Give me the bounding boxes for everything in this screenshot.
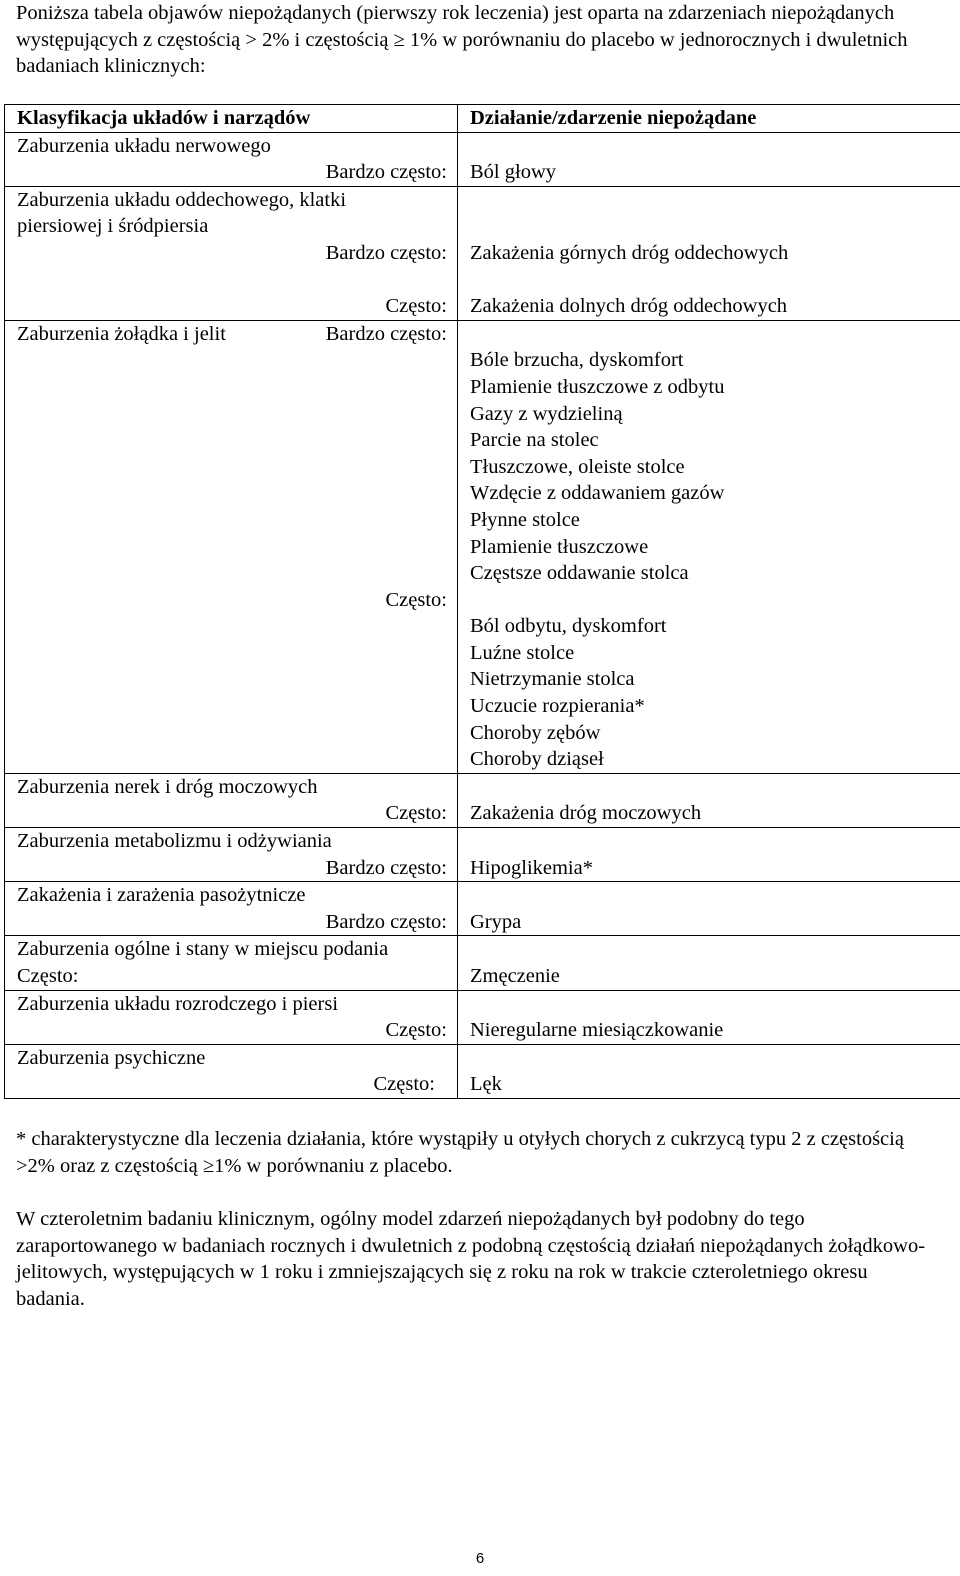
frequency-label: Często: [385, 802, 447, 825]
frequency-label: Często: [385, 1019, 447, 1042]
frequency-label: Bardzo często: [325, 322, 447, 345]
table-row [5, 320, 960, 773]
frequency-label: Często: [385, 295, 447, 318]
table-row [5, 773, 960, 827]
adverse-effect: Częstsze oddawanie stolca [470, 562, 689, 585]
frequency-label: Często: [17, 965, 79, 987]
frequency-label: Bardzo często: [325, 161, 447, 184]
adverse-effect: Grypa [470, 910, 522, 933]
table-row [5, 132, 960, 186]
adverse-effect: Nietrzymanie stolca [470, 668, 635, 691]
footnote: * charakterystyczne dla leczenia działania, które wystąpiły u otyłych chorych z cukrzycą typu 2 z częstością >2% oraz z częstością ≥1% w porównaniu z placebo. [16, 1128, 904, 1177]
table-row [5, 936, 960, 990]
adverse-effect: Parcie na stolec [470, 429, 599, 452]
adverse-effect: Lęk [470, 1073, 502, 1096]
adverse-effect: Tłuszczowe, oleiste stolce [470, 455, 685, 478]
organ-class-label: Zaburzenia żołądka i jelit [17, 322, 226, 345]
adverse-effect: Zakażenia górnych dróg oddechowych [470, 241, 789, 264]
frequency-label: Bardzo często: [325, 241, 447, 264]
organ-class-label: Zaburzenia psychiczne [17, 1046, 206, 1069]
adverse-effect: Plamienie tłuszczowe [470, 535, 649, 558]
adverse-events-table [4, 104, 960, 1099]
table-row [5, 1044, 960, 1098]
adverse-effect: Płynne stolce [470, 508, 580, 531]
frequency-label: Bardzo często: [325, 856, 447, 879]
frequency-label: Często: [373, 1073, 435, 1096]
adverse-effect: Choroby zębów [470, 721, 601, 744]
organ-class-label: Zaburzenia układu nerwowego [17, 134, 271, 157]
adverse-effect: Ból głowy [470, 161, 556, 184]
adverse-effect: Uczucie rozpierania* [470, 695, 645, 718]
header-adverse-effect: Działanie/zdarzenie niepożądane [458, 105, 960, 133]
adverse-effect: Bóle brzucha, dyskomfort [470, 349, 684, 372]
adverse-effect: Choroby dziąseł [470, 748, 604, 771]
adverse-effect: Zakażenia dróg moczowych [470, 802, 702, 825]
header-organ-class: Klasyfikacja układów i narządów [5, 105, 458, 133]
adverse-effect: Ból odbytu, dyskomfort [470, 615, 667, 638]
adverse-effect: Wzdęcie z oddawaniem gazów [470, 482, 725, 505]
organ-class-label: Zaburzenia ogólne i stany w miejscu podania [17, 938, 389, 961]
adverse-effect: Luźne stolce [470, 641, 575, 664]
table-row [5, 186, 960, 320]
table-row [5, 828, 960, 882]
organ-class-label: Zakażenia i zarażenia pasożytnicze [17, 884, 306, 907]
page-number: 6 [475, 1550, 485, 1567]
adverse-effect: Zmęczenie [470, 965, 560, 987]
organ-class-label: Zaburzenia układu oddechowego, klatki piersiowej i śródpiersia [17, 188, 347, 238]
table-header-row [5, 105, 960, 133]
adverse-effect: Gazy z wydzieliną [470, 402, 623, 425]
adverse-effect: Zakażenia dolnych dróg oddechowych [470, 295, 788, 318]
adverse-effect: Hipoglikemia* [470, 856, 593, 879]
body-paragraph: W czteroletnim badaniu klinicznym, ogólny model zdarzeń niepożądanych był podobny do tego zaraportowanego w badaniach rocznych i dwuletnich z podobną częstością działań niepożądanych żołądkowo-jelitowych, występujących w 1 roku i zmniejszających się z roku na rok w trakcie czteroletniego okresu badania. [16, 1208, 926, 1310]
adverse-effect: Plamienie tłuszczowe z odbytu [470, 375, 725, 398]
frequency-label: Często: [385, 588, 447, 611]
organ-class-label: Zaburzenia metabolizmu i odżywiania [17, 830, 332, 853]
adverse-effect: Nieregularne miesiączkowanie [470, 1019, 724, 1042]
table-row [5, 882, 960, 936]
table-row [5, 990, 960, 1044]
organ-class-label: Zaburzenia nerek i dróg moczowych [17, 775, 318, 798]
organ-class-label: Zaburzenia układu rozrodczego i piersi [17, 992, 339, 1015]
frequency-label: Bardzo często: [325, 910, 447, 933]
intro-paragraph: Poniższa tabela objawów niepożądanych (pierwszy rok leczenia) jest oparta na zdarzeniach niepożądanych występujących z częstością > 2% i częstością ≥ 1% w porównaniu do placebo w jednorocznych i dwuletnich badaniach klinicznych: [16, 2, 908, 78]
